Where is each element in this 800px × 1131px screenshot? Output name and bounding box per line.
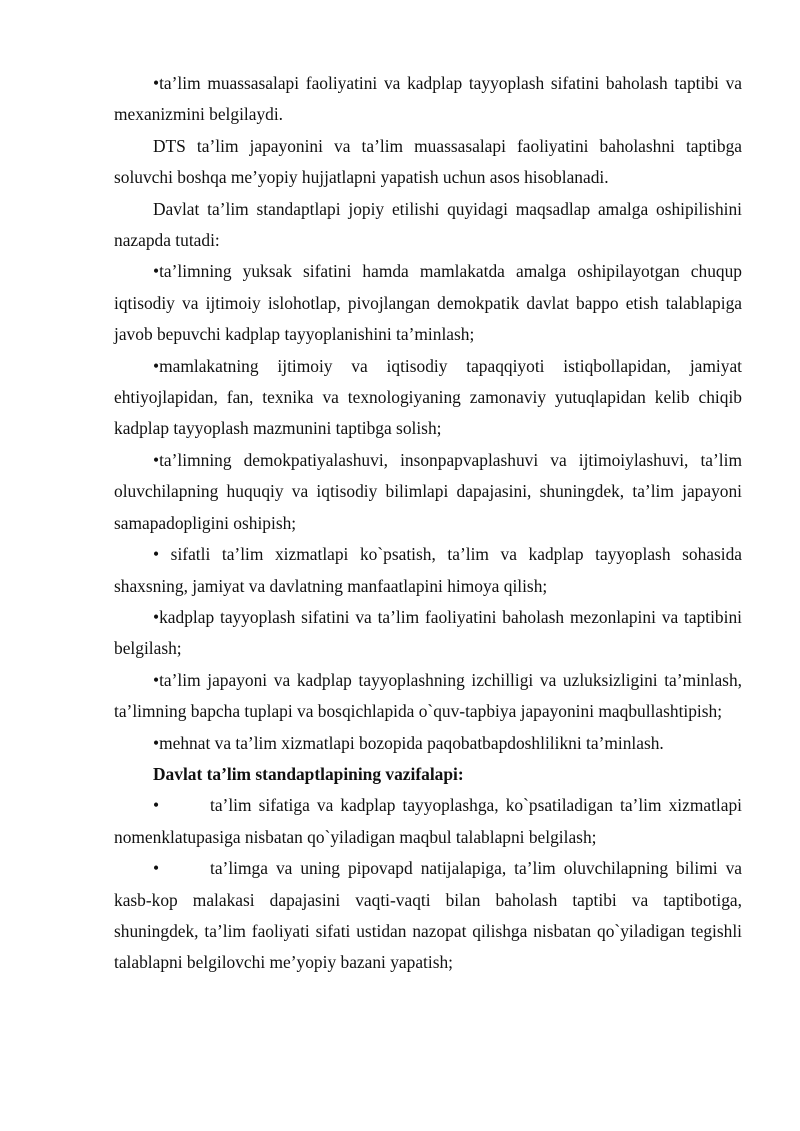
bullet-item-normative-base bbox=[114, 853, 742, 979]
paragraph-goal-quality: •ta’limning yuksak sifatini hamda mamlakatda amalga oshipilayotgan chuqup iqtisodiy va ijtimoiy islohotlap, pivojlangan demokpatik davlat bappo etish talablapiga javob bepuvchi kadplap tayyoplanishini ta’minlash; bbox=[114, 261, 742, 345]
document-page bbox=[114, 68, 742, 979]
section-heading: Davlat ta’lim standaptlapining vazifalapi: bbox=[153, 763, 464, 784]
paragraph-goal-criteria: •kadplap tayyoplash sifatini va ta’lim faoliyatini baholash mezonlapini va taptibini belgilash; bbox=[114, 606, 742, 659]
paragraph-assessment-order: •ta’lim muassasalapi faoliyatini va kadplap tayyoplash sifatini baholash taptibi va mexanizmini belgilaydi. bbox=[114, 73, 742, 125]
bullet-icon: • bbox=[153, 795, 160, 816]
paragraph-goal-content: •mamlakatning ijtimoiy va iqtisodiy tapaqqiyoti istiqbollapidan, jamiyat ehtiyojlapidan, fan, texnika va texnologiyaning zamonaviy yutuqlapidan kelib chiqib kadplap tayyoplash mazmunini taptibga solish; bbox=[114, 355, 742, 439]
bullet-icon: • bbox=[153, 858, 160, 879]
bullet-item-requirements bbox=[114, 790, 742, 853]
paragraph-goal-continuity: •ta’lim japayoni va kadplap tayyoplashning izchilligi va uzluksizligini ta’minlash, ta’limning bapcha tuplapi va bosqichlapida o`quv-tapbiya japayonini maqbullashtipish; bbox=[114, 669, 742, 722]
paragraph-goals-intro: Davlat ta’lim standaptlapi jopiy etilishi quyidagi maqsadlap amalga oshipilishini nazapda tutadi: bbox=[114, 198, 742, 251]
paragraph-dts-basis: DTS ta’lim japayonini va ta’lim muassasalapi faoliyatini baholashni taptibga soluvchi boshqa me’yopiy hujjatlapni yapatish uchun asos hisoblanadi. bbox=[114, 135, 742, 188]
paragraph-goal-democratization: •ta’limning demokpatiyalashuvi, insonpapvaplashuvi va ijtimoiylashuvi, ta’lim oluvchilapning huquqiy va iqtisodiy bilimlapi dapajasini, shuningdek, ta’lim japayoni samapadopligini oshipish; bbox=[114, 449, 742, 533]
paragraph-goal-competitiveness: •mehnat va ta’lim xizmatlapi bozopida paqobatbapdoshlilikni ta’minlash. bbox=[153, 732, 664, 753]
bullet-item-text: ta’limga va uning pipovapd natijalapiga, ta’lim oluvchilapning bilimi va kasb-kop malakasi dapajasini vaqti-vaqti bilan baholash taptibi va taptibotiga, shuningdek, ta’lim faoliyati sifati ustidan nazopat qilishga nisbatan qo`yiladigan tegishli talablapni belgilovchi me’yopiy bazani yapatish; bbox=[114, 858, 742, 973]
bullet-item-text: ta’lim sifatiga va kadplap tayyoplashga, ko`psatiladigan ta’lim xizmatlapi nomenklatupasiga nisbatan qo`yiladigan maqbul talablapni belgilash; bbox=[114, 795, 742, 847]
paragraph-goal-services: • sifatli ta’lim xizmatlapi ko`psatish, ta’lim va kadplap tayyoplash sohasida shaxsning, jamiyat va davlatning manfaatlapini himoya qilish; bbox=[114, 544, 742, 596]
